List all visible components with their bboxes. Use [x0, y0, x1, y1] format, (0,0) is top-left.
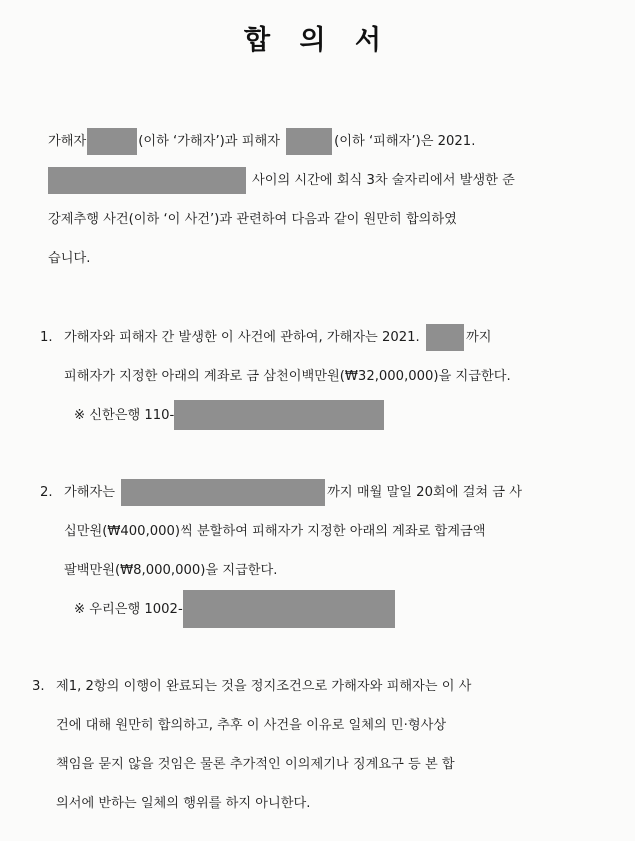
intro-line-3: 강제추행 사건(이하 ‘이 사건’)과 관련하여 다음과 같이 원만히 합의하였 [48, 212, 457, 227]
clause-3 [32, 667, 592, 823]
intro-line-2 [48, 161, 593, 200]
clause-2-line-2: 십만원(₩400,000)씩 분할하여 피해자가 지정한 아래의 계좌로 합계금액 [64, 524, 486, 539]
clause-3-line-3: 책임을 묻지 않을 것임은 물론 추가적인 이의제기나 징계요구 등 본 합 [56, 757, 455, 772]
clause-text: 가해자와 피해자 간 발생한 이 사건에 관하여, 가해자는 2021. [64, 330, 420, 345]
clause-1-line-1 [64, 318, 600, 357]
clause-2 [40, 473, 600, 629]
intro-text: (이하 ‘가해자’)과 피해자 [138, 134, 280, 149]
clause-text: 가해자는 [64, 485, 115, 500]
clause-3-line-4: 의서에 반하는 일체의 행위를 하지 아니한다. [56, 796, 311, 811]
bank-label: ※ 신한은행 110- [74, 408, 175, 423]
bank-account-line [74, 590, 600, 629]
clause-3-line-1: 제1, 2항의 이행이 완료되는 것을 정지조건으로 가해자와 피해자는 이 사 [56, 679, 472, 694]
intro-text: (이하 ‘피해자’)은 2021. [334, 134, 476, 149]
redaction-block [87, 128, 137, 155]
redaction-block [183, 590, 395, 628]
clause-text: 까지 [465, 330, 492, 345]
clause-1 [40, 318, 600, 435]
intro-line-1 [48, 122, 593, 161]
redaction-block [48, 167, 246, 194]
redaction-block [426, 324, 464, 351]
redaction-block [174, 400, 384, 430]
redaction-block [286, 128, 332, 155]
redaction-block [121, 479, 325, 506]
clause-text: 까지 매월 말일 20회에 걸쳐 금 사 [327, 485, 522, 500]
clause-number: 2. [40, 485, 53, 500]
intro-text: 사이의 시간에 회식 3차 술자리에서 발생한 준 [252, 173, 515, 188]
intro-text: 가해자 [48, 134, 87, 149]
document-title: 합 의 서 [243, 25, 392, 56]
bank-label: ※ 우리은행 1002- [74, 602, 183, 617]
bank-account-line [74, 396, 600, 435]
clause-1-line-2: 피해자가 지정한 아래의 계좌로 금 삼천이백만원(₩32,000,000)을 지급한다. [64, 369, 511, 384]
intro-paragraph [48, 122, 593, 278]
clause-2-line-3: 팔백만원(₩8,000,000)을 지급한다. [64, 563, 278, 578]
clause-2-line-1 [64, 473, 600, 512]
intro-line-4: 습니다. [48, 251, 91, 266]
clause-3-line-2: 건에 대해 원만히 합의하고, 추후 이 사건을 이유로 일체의 민·형사상 [56, 718, 447, 733]
clause-number: 1. [40, 330, 53, 345]
clause-number: 3. [32, 679, 45, 694]
